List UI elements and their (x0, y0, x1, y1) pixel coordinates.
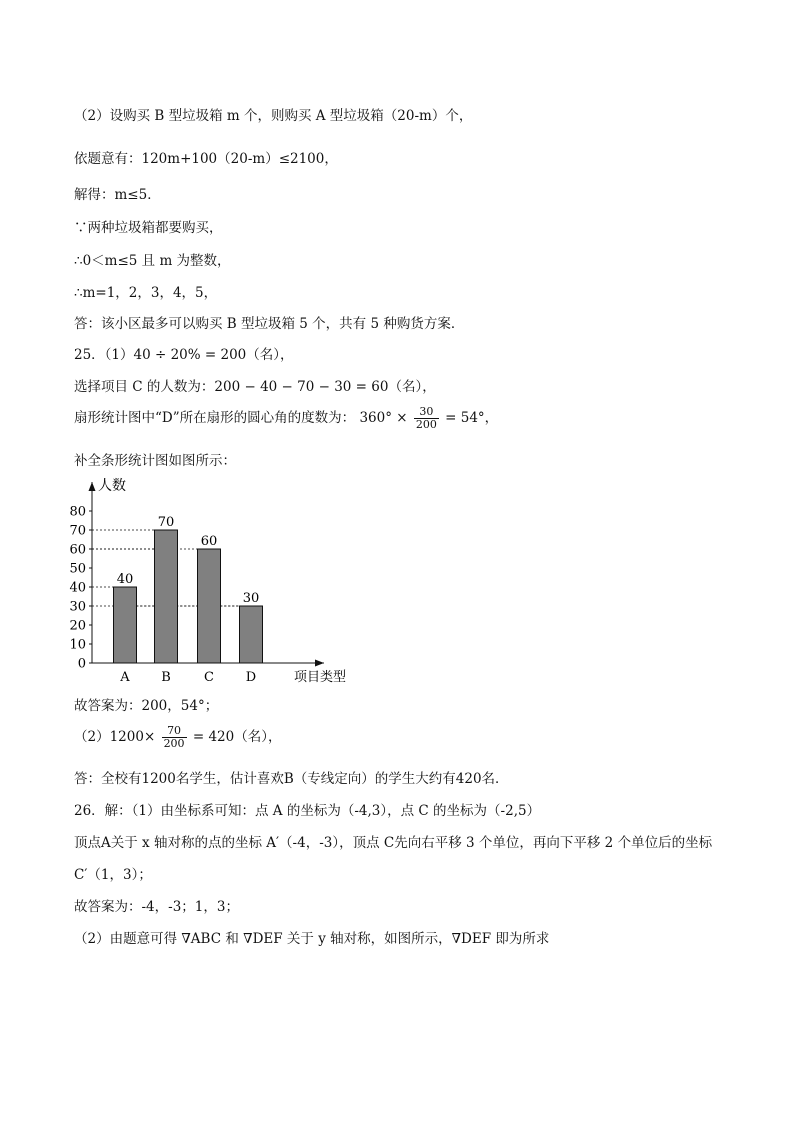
text-line: 补全条形统计图如图所示： (74, 453, 236, 469)
text-line: ∵两种垃圾箱都要购买， (74, 220, 223, 236)
text-line: 25．（1）40 ÷ 20% = 200（名）， (74, 347, 294, 363)
y-tick-label: 0 (77, 656, 86, 672)
fraction-numerator: 70 (162, 725, 187, 738)
fraction (162, 725, 187, 750)
text-line: ∴0＜m≤5 且 m 为整数， (74, 253, 231, 269)
text-line: 答：全校有1200名学生，估计喜欢B（专线定向）的学生大约有420名． (74, 771, 509, 787)
text-line: （2）由题意可得 ∇ABC 和 ∇DEF 关于 y 轴对称，如图所示，∇DEF 即为所求 (74, 931, 550, 947)
text-line: 故答案为：-4，-3；1，3； (74, 899, 239, 915)
formula-result: = 54°， (445, 410, 499, 426)
text-line: C′（1，3）； (74, 867, 152, 883)
y-tick-label: 10 (69, 637, 86, 653)
x-axis-title: 项目类型 (294, 670, 347, 685)
y-tick-label: 20 (69, 618, 86, 634)
y-tick-label: 50 (69, 561, 86, 577)
text-line: 解得：m≤5． (74, 187, 161, 203)
x-tick-label: B (161, 670, 171, 685)
bar-value-label: 60 (200, 534, 218, 549)
formula-line (74, 405, 498, 431)
formula-prefix: 扇形统计图中“D”所在扇形的圆心角的度数为： (74, 410, 356, 426)
text-line: （2）设购买 B 型垃圾箱 m 个，则购买 A 型垃圾箱（20-m）个， (74, 108, 473, 124)
y-tick-label: 70 (69, 523, 86, 539)
x-tick-label: D (245, 670, 257, 685)
bar-value-label: 30 (242, 591, 260, 606)
fraction-denominator: 200 (415, 418, 437, 431)
text-line: 答：该小区最多可以购买 B 型垃圾箱 5 个，共有 5 种购货方案． (74, 316, 465, 332)
text-line: 选择项目 C 的人数为：200 − 40 − 70 − 30 = 60（名）， (74, 379, 436, 395)
fraction-denominator: 200 (163, 737, 185, 750)
text-line: ∴m=1，2，3，4，5， (74, 285, 218, 301)
y-tick-label: 80 (69, 504, 86, 520)
formula-prefix: （2）1200× (74, 729, 156, 745)
x-axis-arrow (315, 660, 324, 667)
y-axis-title: 人数 (98, 478, 126, 494)
x-tick-label: C (204, 670, 214, 685)
bar-value-label: 40 (116, 572, 134, 587)
bar (240, 606, 263, 663)
bar-value-label: 70 (157, 515, 175, 530)
y-axis-arrow (89, 482, 96, 491)
fraction-numerator: 30 (414, 406, 439, 419)
y-tick-label: 60 (69, 542, 86, 558)
bar (155, 530, 178, 663)
fraction (414, 406, 439, 431)
formula-result: = 420（名）， (192, 729, 282, 745)
text-line: 故答案为：200，54°； (74, 698, 219, 714)
text-line: 26．解：（1）由坐标系可知：点 A 的坐标为（-4,3），点 C 的坐标为（-2,5） (74, 803, 541, 819)
text-line: 顶点A关于 x 轴对称的点的坐标 A′（-4，-3），顶点 C先向右平移 3 个单位，再向下平移 2 个单位后的坐标 (74, 835, 713, 851)
text-line: 依题意有：120m+100（20-m）≤2100， (74, 151, 338, 167)
y-tick-label: 40 (69, 580, 86, 596)
bar (114, 587, 137, 663)
bar-chart (58, 472, 368, 687)
bar (198, 549, 221, 663)
chart-bars (114, 530, 263, 663)
formula-line (74, 724, 281, 750)
formula-term: 360° × (359, 410, 408, 426)
x-tick-label: A (120, 670, 130, 685)
y-tick-label: 30 (69, 599, 86, 615)
